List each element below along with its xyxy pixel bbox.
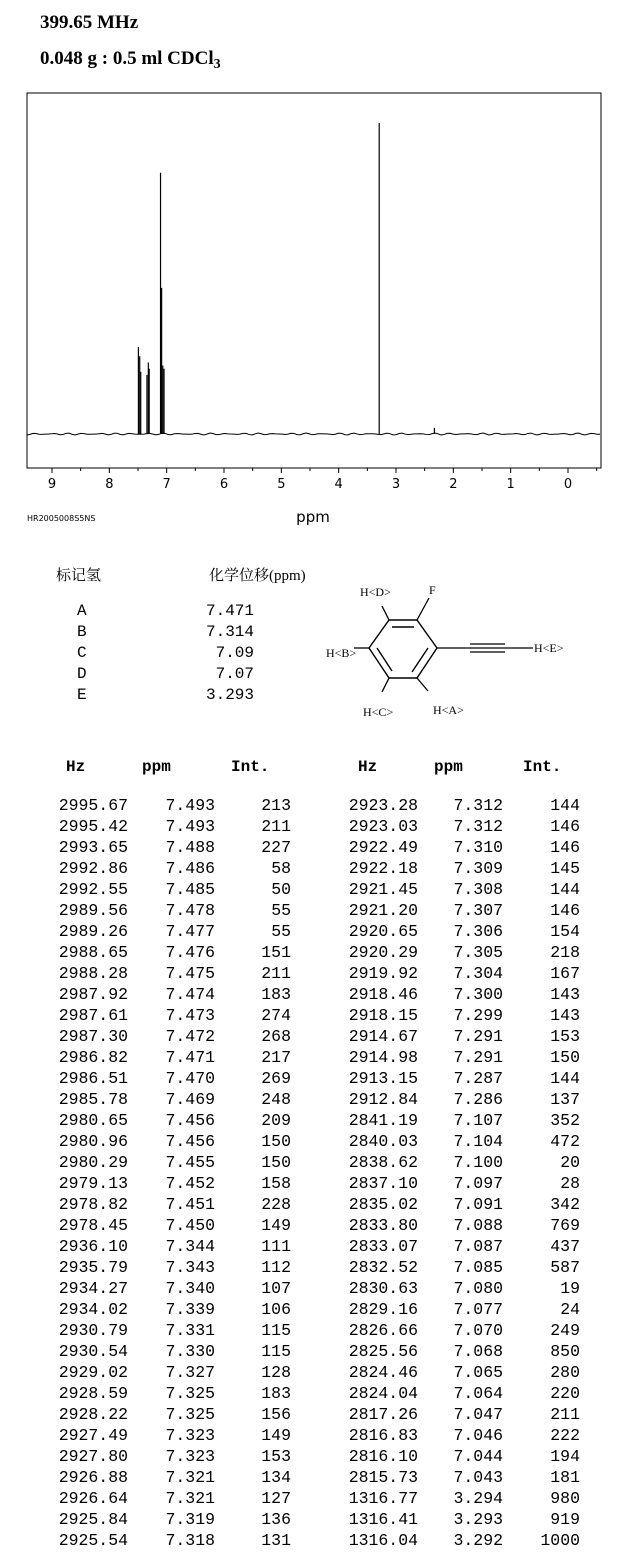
shift-row-value: 7.09 — [215, 644, 254, 662]
peak-right-int: 20 — [560, 1153, 580, 1172]
peak-left-hz: 2935.79 — [58, 1258, 128, 1277]
peak-right-hz: 2912.84 — [348, 1090, 418, 1109]
peak-left-ppm: 7.452 — [165, 1174, 215, 1193]
peak-left-ppm: 7.325 — [165, 1384, 215, 1403]
spectrum-peaks — [138, 123, 434, 434]
x-tick-label: 4 — [334, 477, 343, 492]
peak-right-hz: 2841.19 — [348, 1111, 418, 1130]
peak-left-int: 227 — [261, 838, 291, 857]
x-tick-label: 6 — [219, 477, 229, 492]
plot-frame — [27, 93, 601, 468]
peak-left-hz: 2928.22 — [58, 1405, 128, 1424]
peak-left-ppm: 7.493 — [165, 796, 215, 815]
shift-row-value: 7.07 — [215, 665, 254, 683]
peak-right-ppm: 7.307 — [453, 901, 503, 920]
peak-right-ppm: 7.304 — [453, 964, 503, 983]
x-tick-label: 5 — [277, 477, 286, 492]
peak-right-int: 143 — [550, 985, 580, 1004]
peak-left-int: 136 — [261, 1510, 291, 1529]
peak-right-int: 154 — [550, 922, 580, 941]
peak-left-hz: 2925.54 — [58, 1531, 128, 1550]
shift-row-label: D — [77, 665, 87, 683]
peak-right-ppm: 7.306 — [453, 922, 503, 941]
peak-left-ppm: 7.450 — [165, 1216, 215, 1235]
shift-row-label: C — [77, 644, 87, 662]
benzene-ring — [369, 620, 437, 678]
peak-right-int: 437 — [550, 1237, 580, 1256]
x-tick-label: 9 — [47, 477, 57, 492]
peak-right-ppm: 7.312 — [453, 817, 503, 836]
peak-left-int: 112 — [261, 1258, 291, 1277]
peak-left-ppm: 7.319 — [165, 1510, 215, 1529]
peak-left-hz: 2987.30 — [58, 1027, 128, 1046]
peak-right-ppm: 7.047 — [453, 1405, 503, 1424]
peak-right-ppm: 7.077 — [453, 1300, 503, 1319]
peak-left-hz: 2988.65 — [58, 943, 128, 962]
shift-row-label: E — [77, 686, 87, 704]
peak-left-ppm: 7.486 — [165, 859, 215, 878]
peak-left-hz: 2979.13 — [58, 1174, 128, 1193]
peak-left-ppm: 7.474 — [165, 985, 215, 1004]
peak-right-hz: 1316.41 — [348, 1510, 418, 1529]
file-id: HR2005008S5NS — [27, 514, 96, 523]
peak-right-ppm: 7.065 — [453, 1363, 503, 1382]
peak-left-int: 128 — [261, 1363, 291, 1382]
peak-left-hz: 2993.65 — [58, 838, 128, 857]
peak-right-hz: 2833.07 — [348, 1237, 418, 1256]
peak-left-ppm: 7.323 — [165, 1447, 215, 1466]
peak-left-hz: 2987.61 — [58, 1006, 128, 1025]
peak-left-int: 55 — [271, 922, 291, 941]
peak-right-hz: 2914.98 — [348, 1048, 418, 1067]
peak-left-int: 269 — [261, 1069, 291, 1088]
x-axis-label: ppm — [296, 508, 330, 526]
peak-right-int: 919 — [550, 1510, 580, 1529]
peak-right-hz: 2922.49 — [348, 838, 418, 857]
peak-left-int: 158 — [261, 1174, 291, 1193]
peak-right-ppm: 3.293 — [453, 1510, 503, 1529]
peak-right-ppm: 7.043 — [453, 1468, 503, 1487]
x-tick-label: 2 — [449, 477, 458, 492]
x-tick-label: 1 — [506, 477, 515, 492]
hd-label: H<D> — [360, 585, 391, 599]
peak-left-hz: 2978.45 — [58, 1216, 128, 1235]
peak-right-hz: 2824.04 — [348, 1384, 418, 1403]
peak-left-hz: 2928.59 — [58, 1384, 128, 1403]
peak-left-ppm: 7.493 — [165, 817, 215, 836]
peak-right-int: 211 — [550, 1405, 580, 1424]
peak-left-ppm: 7.340 — [165, 1279, 215, 1298]
peak-left-int: 150 — [261, 1132, 291, 1151]
peak-left-hz: 2980.29 — [58, 1153, 128, 1172]
peak-right-ppm: 7.291 — [453, 1027, 503, 1046]
peak-left-ppm: 7.327 — [165, 1363, 215, 1382]
peak-left-hz: 2988.28 — [58, 964, 128, 983]
peak-right-int: 150 — [550, 1048, 580, 1067]
peak-right-ppm: 7.104 — [453, 1132, 503, 1151]
spectrum-baseline — [27, 433, 600, 435]
peak-left-ppm: 7.471 — [165, 1048, 215, 1067]
peak-left-hz: 2926.64 — [58, 1489, 128, 1508]
peak-left-ppm: 7.456 — [165, 1132, 215, 1151]
x-axis-ticks — [48, 468, 597, 492]
peak-left-ppm: 7.343 — [165, 1258, 215, 1277]
peak-right-ppm: 7.310 — [453, 838, 503, 857]
peak-left-hz: 2989.56 — [58, 901, 128, 920]
peak-right-ppm: 7.070 — [453, 1321, 503, 1340]
peak-left-hz: 2929.02 — [58, 1363, 128, 1382]
peak-right-ppm: 7.287 — [453, 1069, 503, 1088]
peak-left-hz: 2930.79 — [58, 1321, 128, 1340]
peak-left-int: 55 — [271, 901, 291, 920]
peak-left-hz: 2985.78 — [58, 1090, 128, 1109]
peak-right-int: 1000 — [540, 1531, 580, 1550]
peak-left-ppm: 7.472 — [165, 1027, 215, 1046]
nmr-spectrum-chart — [0, 85, 626, 535]
peak-right-hz: 2835.02 — [348, 1195, 418, 1214]
shift-header-label: 标记氢 — [56, 568, 102, 584]
peak-right-int: 24 — [560, 1300, 580, 1319]
peak-right-hz: 2913.15 — [348, 1069, 418, 1088]
peak-right-ppm: 7.305 — [453, 943, 503, 962]
peak-right-ppm: 7.107 — [453, 1111, 503, 1130]
peak-left-hz: 2992.86 — [58, 859, 128, 878]
peak-left-int: 211 — [261, 964, 291, 983]
peak-left-int: 228 — [261, 1195, 291, 1214]
peak-left-ppm: 7.476 — [165, 943, 215, 962]
spectrometer-frequency: 399.65 MHz — [40, 12, 139, 33]
peak-right-ppm: 3.294 — [453, 1489, 503, 1508]
peak-left-hz: 2995.42 — [58, 817, 128, 836]
peak-right-ppm: 7.300 — [453, 985, 503, 1004]
sample-subscript: 3 — [213, 57, 221, 72]
peak-right-hz: 2921.20 — [348, 901, 418, 920]
peak-left-hz: 2980.96 — [58, 1132, 128, 1151]
peak-right-hz: 2817.26 — [348, 1405, 418, 1424]
peak-left-int: 107 — [261, 1279, 291, 1298]
peak-left-ppm: 7.321 — [165, 1489, 215, 1508]
peak-right-ppm: 7.046 — [453, 1426, 503, 1445]
shift-row-value: 7.471 — [205, 602, 254, 620]
peak-right-int: 194 — [550, 1447, 580, 1466]
peak-header-ppm-left: ppm — [142, 758, 171, 776]
shift-row-value: 7.314 — [205, 623, 254, 641]
peak-right-ppm: 7.088 — [453, 1216, 503, 1235]
peak-right-hz: 2838.62 — [348, 1153, 418, 1172]
peak-header-hz-right: Hz — [358, 758, 378, 776]
peak-right-int: 146 — [550, 901, 580, 920]
peak-left-int: 213 — [261, 796, 291, 815]
peak-left-hz: 2927.49 — [58, 1426, 128, 1445]
peak-right-ppm: 7.308 — [453, 880, 503, 899]
peak-left-ppm: 7.323 — [165, 1426, 215, 1445]
peak-right-int: 220 — [550, 1384, 580, 1403]
peak-left-ppm: 7.330 — [165, 1342, 215, 1361]
peak-right-int: 980 — [550, 1489, 580, 1508]
peak-right-hz: 2815.73 — [348, 1468, 418, 1487]
peak-left-ppm: 7.456 — [165, 1111, 215, 1130]
peak-left-hz: 2986.51 — [58, 1069, 128, 1088]
x-tick-label: 8 — [105, 477, 114, 492]
peak-left-hz: 2930.54 — [58, 1342, 128, 1361]
peak-right-int: 28 — [560, 1174, 580, 1193]
peak-right-ppm: 7.312 — [453, 796, 503, 815]
peak-right-hz: 2825.56 — [348, 1342, 418, 1361]
peak-right-int: 769 — [550, 1216, 580, 1235]
peak-right-int: 587 — [550, 1258, 580, 1277]
peak-right-hz: 2923.28 — [348, 796, 418, 815]
peak-left-hz: 2980.65 — [58, 1111, 128, 1130]
peak-right-hz: 2921.45 — [348, 880, 418, 899]
peak-left-int: 153 — [261, 1447, 291, 1466]
peak-left-ppm: 7.488 — [165, 838, 215, 857]
molecule-structure — [320, 578, 580, 728]
sample-text: 0.048 g : 0.5 ml CDCl — [40, 48, 214, 69]
peak-right-hz: 2920.65 — [348, 922, 418, 941]
peak-left-int: 183 — [261, 985, 291, 1004]
peak-right-ppm: 7.085 — [453, 1258, 503, 1277]
peak-left-hz: 2987.92 — [58, 985, 128, 1004]
peak-left-hz: 2978.82 — [58, 1195, 128, 1214]
peak-right-hz: 2837.10 — [348, 1174, 418, 1193]
peak-left-ppm: 7.477 — [165, 922, 215, 941]
peak-left-int: 115 — [261, 1342, 291, 1361]
peak-left-ppm: 7.469 — [165, 1090, 215, 1109]
peak-right-int: 146 — [550, 817, 580, 836]
peak-right-hz: 2920.29 — [348, 943, 418, 962]
peak-left-int: 134 — [261, 1468, 291, 1487]
peak-right-hz: 2914.67 — [348, 1027, 418, 1046]
peak-right-ppm: 7.044 — [453, 1447, 503, 1466]
ha-label: H<A> — [433, 703, 464, 717]
peak-right-int: 850 — [550, 1342, 580, 1361]
peak-right-hz: 2829.16 — [348, 1300, 418, 1319]
peak-left-int: 274 — [261, 1006, 291, 1025]
peak-right-hz: 2833.80 — [348, 1216, 418, 1235]
shift-row-label: B — [77, 623, 87, 641]
x-tick-label: 0 — [563, 477, 573, 492]
peak-left-ppm: 7.321 — [165, 1468, 215, 1487]
peak-left-int: 156 — [261, 1405, 291, 1424]
shift-header-shift: 化学位移(ppm) — [209, 568, 306, 584]
peak-left-ppm: 7.325 — [165, 1405, 215, 1424]
peak-header-int-left: Int. — [231, 758, 270, 776]
peak-left-ppm: 7.478 — [165, 901, 215, 920]
peak-left-ppm: 7.331 — [165, 1321, 215, 1340]
shift-row-value: 3.293 — [205, 686, 254, 704]
x-tick-label: 7 — [162, 477, 171, 492]
sample-description — [40, 48, 221, 70]
peak-right-ppm: 7.299 — [453, 1006, 503, 1025]
peak-header-ppm-right: ppm — [434, 758, 463, 776]
peak-right-hz: 2816.83 — [348, 1426, 418, 1445]
fluorine-label: F — [429, 583, 436, 597]
peak-left-ppm: 7.451 — [165, 1195, 215, 1214]
peak-left-int: 183 — [261, 1384, 291, 1403]
peak-right-ppm: 7.087 — [453, 1237, 503, 1256]
substituent-bonds — [354, 598, 533, 692]
he-label: H<E> — [534, 641, 564, 655]
peak-right-int: 181 — [550, 1468, 580, 1487]
peak-right-hz: 2832.52 — [348, 1258, 418, 1277]
peak-right-hz: 2830.63 — [348, 1279, 418, 1298]
peak-left-int: 111 — [261, 1237, 291, 1256]
peak-right-int: 145 — [550, 859, 580, 878]
peak-left-int: 217 — [261, 1048, 291, 1067]
peak-right-ppm: 7.080 — [453, 1279, 503, 1298]
peak-header-hz-left: Hz — [66, 758, 86, 776]
peak-left-ppm: 7.485 — [165, 880, 215, 899]
peak-right-hz: 2923.03 — [348, 817, 418, 836]
peak-right-hz: 2816.10 — [348, 1447, 418, 1466]
peak-left-ppm: 7.318 — [165, 1531, 215, 1550]
peak-right-int: 472 — [550, 1132, 580, 1151]
peak-left-int: 115 — [261, 1321, 291, 1340]
peak-left-int: 149 — [261, 1216, 291, 1235]
peak-left-int: 151 — [261, 943, 291, 962]
peak-right-int: 144 — [550, 880, 580, 899]
peak-left-int: 209 — [261, 1111, 291, 1130]
peak-header-int-right: Int. — [523, 758, 562, 776]
peak-right-ppm: 3.292 — [453, 1531, 503, 1550]
peak-right-hz: 2918.46 — [348, 985, 418, 1004]
peak-left-int: 127 — [261, 1489, 291, 1508]
peak-left-int: 268 — [261, 1027, 291, 1046]
peak-right-hz: 2918.15 — [348, 1006, 418, 1025]
peak-right-int: 218 — [550, 943, 580, 962]
peak-left-int: 211 — [261, 817, 291, 836]
peak-right-int: 167 — [550, 964, 580, 983]
peak-right-int: 249 — [550, 1321, 580, 1340]
peak-left-int: 58 — [271, 859, 291, 878]
peak-right-int: 144 — [550, 796, 580, 815]
peak-right-int: 146 — [550, 838, 580, 857]
peak-right-int: 222 — [550, 1426, 580, 1445]
peak-left-int: 248 — [261, 1090, 291, 1109]
peak-right-ppm: 7.286 — [453, 1090, 503, 1109]
peak-right-ppm: 7.064 — [453, 1384, 503, 1403]
peak-left-ppm: 7.470 — [165, 1069, 215, 1088]
peak-right-ppm: 7.309 — [453, 859, 503, 878]
peak-left-ppm: 7.455 — [165, 1153, 215, 1172]
peak-right-int: 153 — [550, 1027, 580, 1046]
peak-right-hz: 1316.77 — [348, 1489, 418, 1508]
peak-right-hz: 1316.04 — [348, 1531, 418, 1550]
peak-left-hz: 2934.02 — [58, 1300, 128, 1319]
peak-right-hz: 2824.46 — [348, 1363, 418, 1382]
peak-right-int: 144 — [550, 1069, 580, 1088]
peak-right-hz: 2826.66 — [348, 1321, 418, 1340]
hb-label: H<B> — [326, 646, 357, 660]
peak-left-hz: 2995.67 — [58, 796, 128, 815]
peak-left-hz: 2934.27 — [58, 1279, 128, 1298]
peak-left-int: 131 — [261, 1531, 291, 1550]
peak-right-ppm: 7.068 — [453, 1342, 503, 1361]
peak-left-int: 50 — [271, 880, 291, 899]
peak-left-int: 149 — [261, 1426, 291, 1445]
peak-right-int: 280 — [550, 1363, 580, 1382]
peak-right-ppm: 7.097 — [453, 1174, 503, 1193]
peak-right-ppm: 7.291 — [453, 1048, 503, 1067]
peak-left-ppm: 7.475 — [165, 964, 215, 983]
peak-left-ppm: 7.344 — [165, 1237, 215, 1256]
peak-left-hz: 2925.84 — [58, 1510, 128, 1529]
x-tick-label: 3 — [391, 477, 401, 492]
peak-right-hz: 2840.03 — [348, 1132, 418, 1151]
peak-left-hz: 2926.88 — [58, 1468, 128, 1487]
peak-left-int: 150 — [261, 1153, 291, 1172]
hc-label: H<C> — [363, 705, 394, 719]
peak-right-int: 19 — [560, 1279, 580, 1298]
peak-right-int: 137 — [550, 1090, 580, 1109]
peak-right-int: 352 — [550, 1111, 580, 1130]
peak-left-hz: 2992.55 — [58, 880, 128, 899]
peak-left-hz: 2989.26 — [58, 922, 128, 941]
peak-left-hz: 2936.10 — [58, 1237, 128, 1256]
peak-left-hz: 2927.80 — [58, 1447, 128, 1466]
peak-right-hz: 2922.18 — [348, 859, 418, 878]
peak-right-int: 143 — [550, 1006, 580, 1025]
peak-right-hz: 2919.92 — [348, 964, 418, 983]
peak-left-ppm: 7.339 — [165, 1300, 215, 1319]
shift-row-label: A — [77, 602, 87, 620]
peak-left-ppm: 7.473 — [165, 1006, 215, 1025]
peak-right-int: 342 — [550, 1195, 580, 1214]
peak-left-hz: 2986.82 — [58, 1048, 128, 1067]
peak-right-ppm: 7.091 — [453, 1195, 503, 1214]
peak-right-ppm: 7.100 — [453, 1153, 503, 1172]
peak-left-int: 106 — [261, 1300, 291, 1319]
